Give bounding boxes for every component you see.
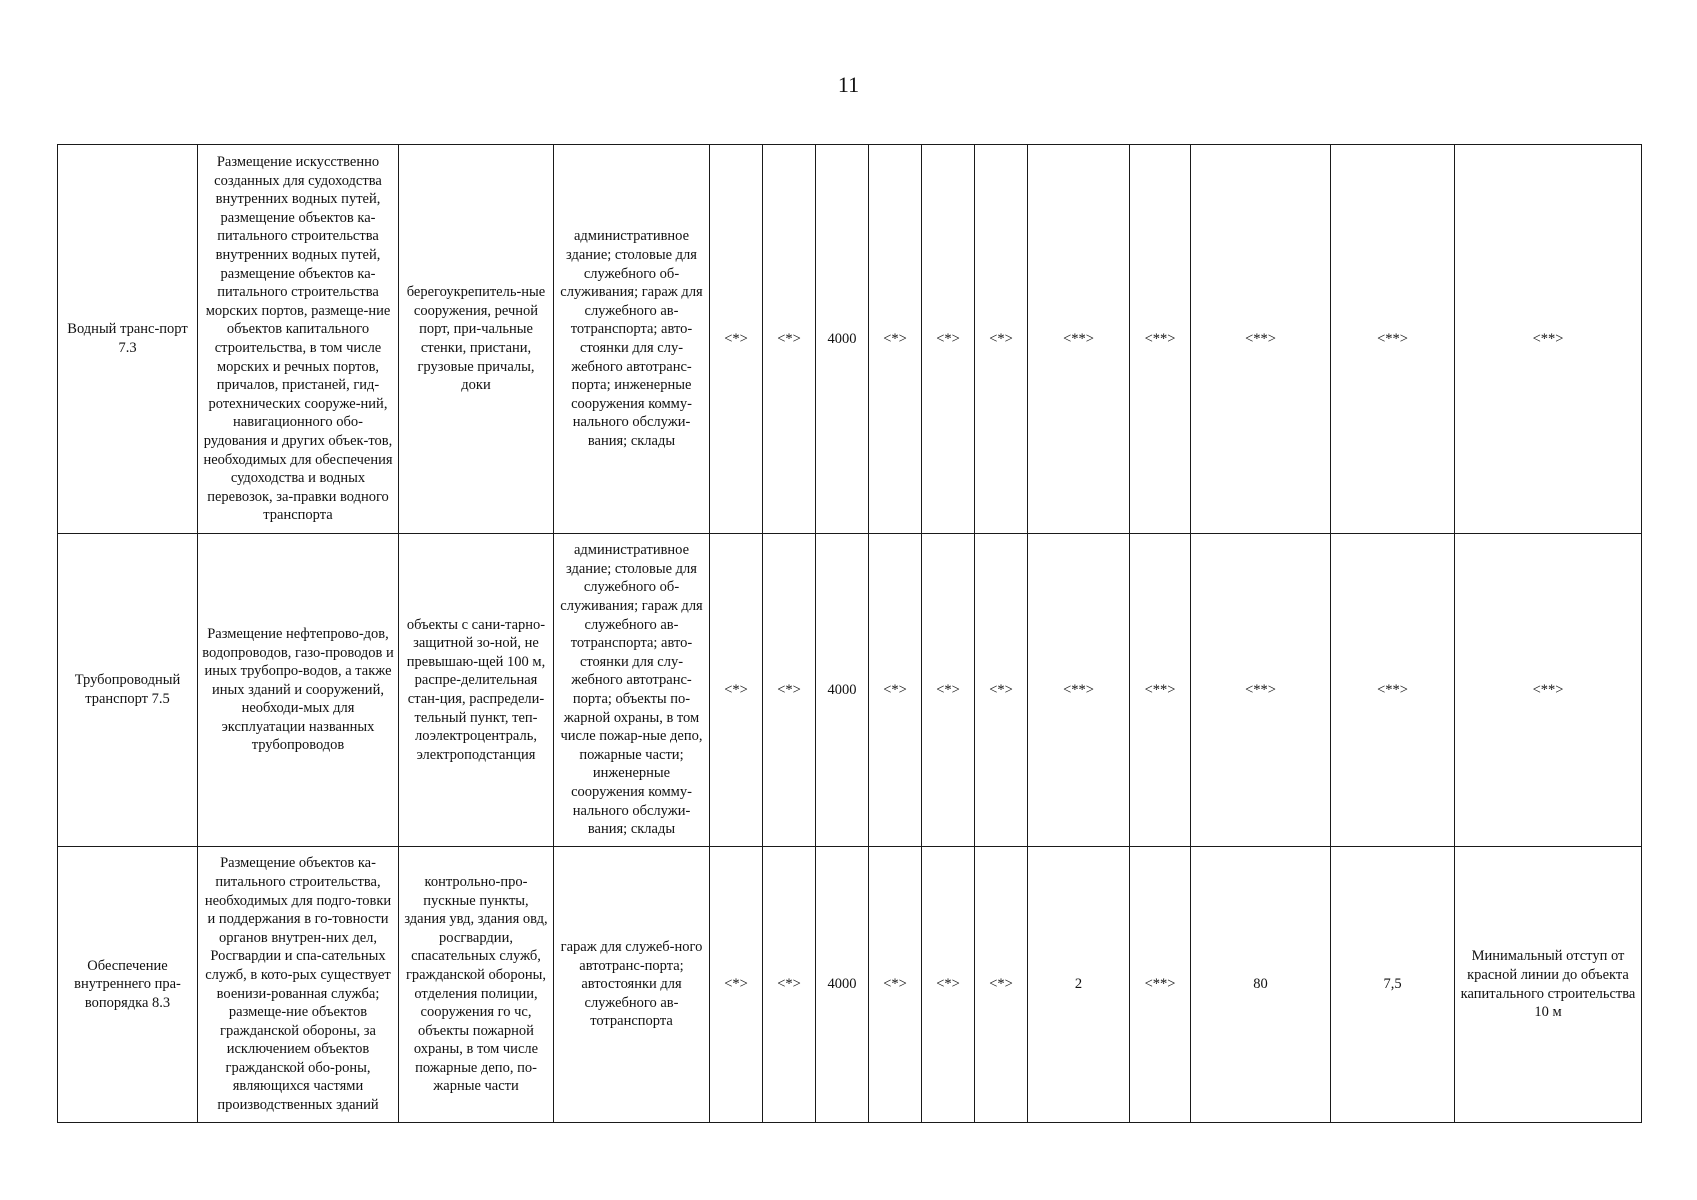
cell-note: <**> — [1455, 534, 1642, 847]
cell-param-7: <**> — [1028, 145, 1130, 534]
cell-param-7: 2 — [1028, 847, 1130, 1123]
cell-param-4: <*> — [869, 534, 922, 847]
cell-use-description: Размещение объектов ка-питального строительства, необходимых для подго-товки и поддержания в го-товности органов внутрен-них дел, Росгвардии и спа-сательных служб, в кото-рых существует военизи-рованная служба; размеще-ние объектов гражданской обороны, за исключением объектов гражданской обо-роны, являющихся частями производственных зданий — [198, 847, 399, 1123]
cell-param-1: <*> — [710, 534, 763, 847]
cell-use-name: Обеспечение внутреннего пра-вопорядка 8.3 — [58, 847, 198, 1123]
page-number: 11 — [837, 72, 860, 97]
cell-param-9: <**> — [1191, 145, 1331, 534]
cell-param-8: <**> — [1130, 847, 1191, 1123]
cell-use-name: Трубопроводный транспорт 7.5 — [58, 534, 198, 847]
cell-param-4: <*> — [869, 847, 922, 1123]
cell-param-9: 80 — [1191, 847, 1331, 1123]
cell-use-description: Размещение нефтепрово-дов, водопроводов, газо-проводов и иных трубопро-водов, а также иных зданий и сооружений, необходи-мых для эксплуатации названных трубопроводов — [198, 534, 399, 847]
cell-param-2: <*> — [763, 145, 816, 534]
cell-param-6: <*> — [975, 145, 1028, 534]
cell-param-10: 7,5 — [1331, 847, 1455, 1123]
cell-param-1: <*> — [710, 847, 763, 1123]
zoning-regulations-table — [57, 144, 1642, 1123]
cell-param-7: <**> — [1028, 534, 1130, 847]
cell-note: Минимальный отступ от красной линии до объекта капитального строительства 10 м — [1455, 847, 1642, 1123]
cell-param-6: <*> — [975, 534, 1028, 847]
cell-auxiliary-uses: административное здание; столовые для служебного об-служивания; гараж для служебного ав-тотранспорта; авто-стоянки для слу-жебного автотранс-порта; инженерные сооружения комму-нального обслужи-вания; склады — [554, 145, 710, 534]
cell-param-9: <**> — [1191, 534, 1331, 847]
cell-param-8: <**> — [1130, 145, 1191, 534]
cell-param-2: <*> — [763, 534, 816, 847]
table-row — [58, 534, 1642, 847]
cell-param-1: <*> — [710, 145, 763, 534]
cell-use-name: Водный транс-порт 7.3 — [58, 145, 198, 534]
cell-param-5: <*> — [922, 847, 975, 1123]
cell-auxiliary-uses: административное здание; столовые для служебного об-служивания; гараж для служебного ав-тотранспорта; авто-стоянки для слу-жебного автотранс-порта; объекты по-жарной охраны, в том числе пожар-ные депо, пожарные части; инженерные сооружения комму-нального обслужи-вания; склады — [554, 534, 710, 847]
cell-param-3: 4000 — [816, 145, 869, 534]
cell-param-6: <*> — [975, 847, 1028, 1123]
cell-param-5: <*> — [922, 534, 975, 847]
cell-param-2: <*> — [763, 847, 816, 1123]
cell-auxiliary-uses: гараж для служеб-ного автотранс-порта; автостоянки для служебного ав-тотранспорта — [554, 847, 710, 1123]
cell-note: <**> — [1455, 145, 1642, 534]
cell-main-uses: контрольно-про-пускные пункты, здания увд, здания овд, росгвардии, спасательных служб, гражданской обороны, отделения полиции, сооружения го чс, объекты пожарной охраны, в том числе пожарные депо, по-жарные части — [399, 847, 554, 1123]
cell-main-uses: берегоукрепитель-ные сооружения, речной порт, при-чальные стенки, пристани, грузовые причалы, доки — [399, 145, 554, 534]
cell-param-10: <**> — [1331, 534, 1455, 847]
cell-param-3: 4000 — [816, 534, 869, 847]
cell-main-uses: объекты с сани-тарно-защитной зо-ной, не превышаю-щей 100 м, распре-делительная стан-ция, распредели-тельный пункт, теп-лоэлектроцентраль, электроподстанция — [399, 534, 554, 847]
table-row — [58, 145, 1642, 534]
cell-param-10: <**> — [1331, 145, 1455, 534]
cell-use-description: Размещение искусственно созданных для судоходства внутренних водных путей, размещение объектов ка-питального строительства внутренних водных путей, размещение объектов ка-питального строительства морских портов, размеще-ние объектов капитального строительства, в том числе морских и речных портов, причалов, пристаней, гид-ротехнических сооруже-ний, навигационного обо-рудования и других объек-тов, необходимых для обеспечения судоходства и водных перевозок, за-правки водного транспорта — [198, 145, 399, 534]
cell-param-5: <*> — [922, 145, 975, 534]
cell-param-3: 4000 — [816, 847, 869, 1123]
table-row — [58, 847, 1642, 1123]
cell-param-4: <*> — [869, 145, 922, 534]
cell-param-8: <**> — [1130, 534, 1191, 847]
